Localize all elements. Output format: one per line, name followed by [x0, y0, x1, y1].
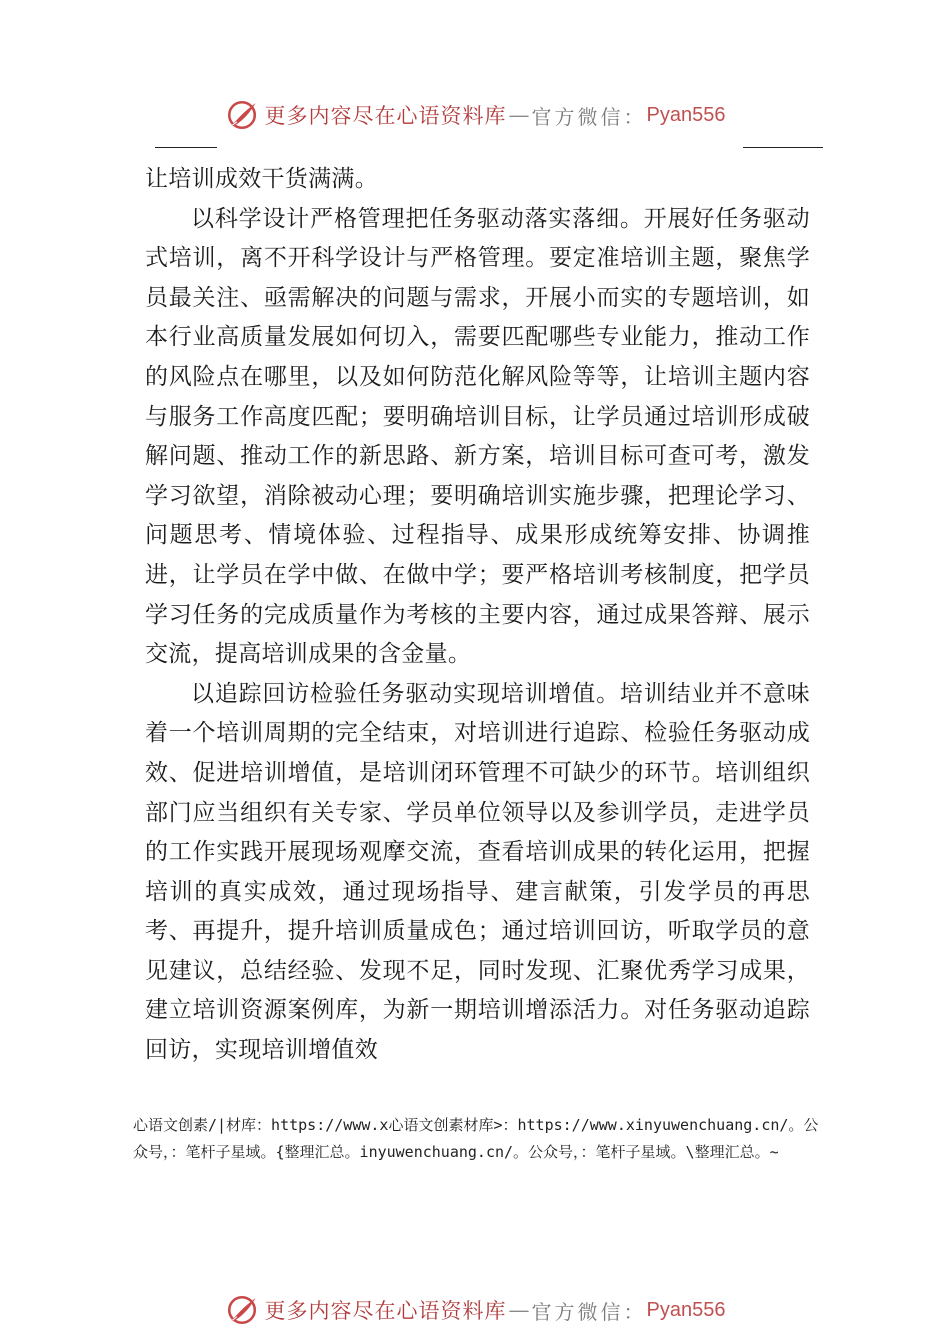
banner-wechat-label: 官方微信： [531, 104, 647, 129]
paragraph-scientific-design: 以科学设计严格管理把任务驱动落实落细。开展好任务驱动式培训，离不开科学设计与严格管理。要定准培训主题，聚焦学员最关注、亟需解决的问题与需求，开展小而实的专题培训，如本行业高质量发展如何切入，需要匹配哪些专业能力，推动工作的风险点在哪里，以及如何防范化解风险等等，让培训主题内容与服务工作高度匹配；要明确培训目标，让学员通过培训形成破解问题、推动工作的新思路、新方案，培训目标可查可考，激发学习欲望，消除被动心理；要明确培训实施步骤，把理论学习、问题思考、情境体验、过程指导、成果形成统筹安排、协调推进，让学员在学中做、在做中学；要严格培训考核制度，把学员学习任务的完成质量作为考核的主要内容，通过成果答辩、展示交流，提高培训成果的含金量。 [145, 205, 810, 668]
banner-separator: — [508, 103, 530, 127]
banner-wechat-id: Pyan556 [646, 103, 726, 126]
banner-separator: — [508, 1298, 530, 1322]
header-rule-left [155, 147, 217, 148]
quill-pen-logo-icon [225, 1293, 259, 1327]
banner-title: 更多内容尽在心语资料库 [264, 104, 507, 128]
banner-wechat-label: 官方微信： [531, 1299, 647, 1324]
paragraph-follow-up-visit: 以追踪回访检验任务驱动实现培训增值。培训结业并不意味着一个培训周期的完全结束，对培训进行追踪、检验任务驱动成效、促进培训增值，是培训闭环管理不可缺少的环节。培训组织部门应当组织有关专家、学员单位领导以及参训学员，走进学员的工作实践开展现场观摩交流，查看培训成果的转化运用，把握培训的真实成效，通过现场指导、建言献策，引发学员的再思考、再提升，提升培训质量成色；通过培训回访，听取学员的意见建议，总结经验、发现不足，同时发现、汇聚优秀学习成果，建立培训资源案例库，为新一期培训增添活力。对任务驱动追踪回访，实现培训增值效 [145, 680, 810, 1064]
header-rule-right [743, 147, 823, 148]
banner-title: 更多内容尽在心语资料库 [264, 1299, 507, 1323]
paragraph-continuation: 让培训成效干货满满。 [145, 166, 378, 192]
header-banner [0, 95, 950, 135]
quill-pen-logo-icon [225, 98, 259, 132]
document-body [145, 160, 810, 1071]
banner-wechat-id: Pyan556 [646, 1298, 726, 1321]
footer-banner [0, 1290, 950, 1330]
source-footnote: 心语文创素/|材库：https://www.x心语文创素材库>：https://www.xinyuwenchuang.cn/。公众号，：笔杆子星域。{整理汇总。inyuwenchuang.cn/。公众号，：笔杆子星域。\整理汇总。~ [133, 1116, 819, 1161]
